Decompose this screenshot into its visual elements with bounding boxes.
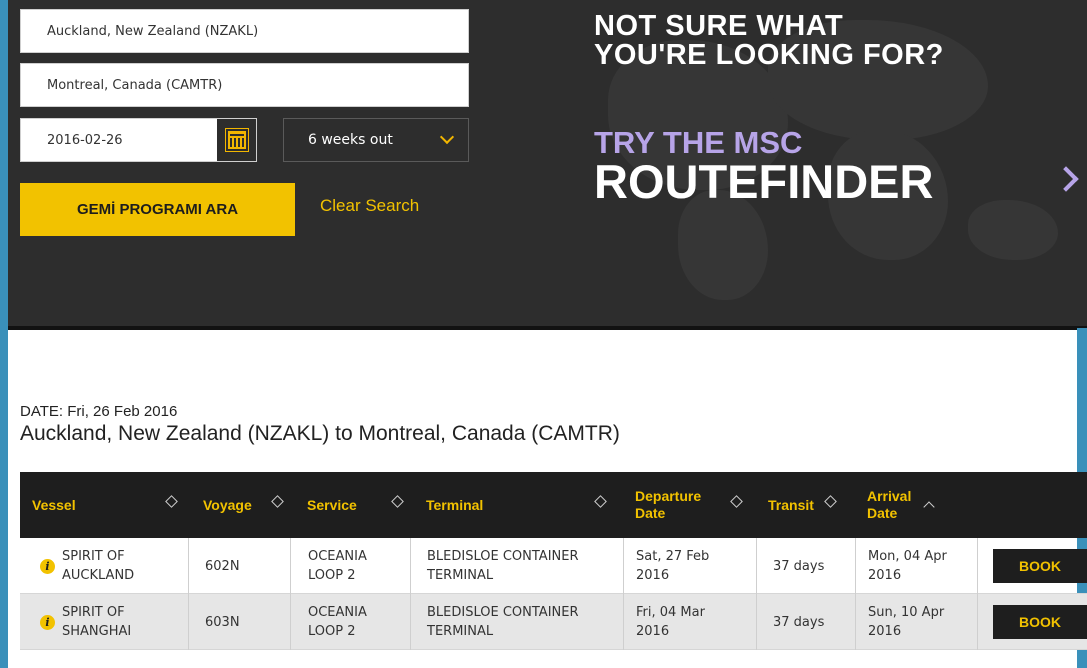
voyage-cell: 603N (205, 614, 240, 630)
vessel-name: SPIRIT OF (62, 549, 125, 564)
vessel-cell (62, 594, 131, 650)
info-icon[interactable]: i (40, 615, 55, 630)
column-header-vessel[interactable] (32, 472, 76, 538)
column-divider (623, 594, 624, 650)
vessel-header-label: Vessel (32, 497, 76, 513)
destination-value: Montreal, Canada (CAMTR) (47, 77, 223, 93)
column-divider (756, 538, 757, 594)
vessel-name: SPIRIT OF (62, 605, 125, 620)
sort-ascending-icon[interactable] (923, 501, 934, 512)
promo-line-1: NOT SURE WHAT (594, 10, 844, 42)
sort-icon[interactable] (730, 495, 743, 508)
vessel-name-2: SHANGHAI (62, 624, 132, 639)
info-icon[interactable]: i (40, 559, 55, 574)
transit-header-label: Transit (768, 497, 814, 513)
book-button[interactable]: BOOK (993, 605, 1087, 639)
column-divider (410, 538, 411, 594)
terminal-line-1: BLEDISLOE CONTAINER (427, 605, 579, 620)
column-header-arrival[interactable] (867, 472, 911, 538)
results-date: DATE: Fri, 26 Feb 2016 (20, 403, 178, 420)
terminal-line-2: TERMINAL (427, 624, 494, 639)
column-header-service[interactable] (307, 472, 357, 538)
arrival-header-label: Arrival (867, 488, 912, 504)
departure-cell (636, 538, 709, 594)
arrival-header-label-2: Date (867, 505, 898, 521)
destination-input[interactable] (20, 63, 469, 107)
column-divider (977, 538, 978, 594)
column-divider (623, 538, 624, 594)
arrival-line-1: Sun, 10 Apr (868, 605, 945, 620)
column-divider (756, 594, 757, 650)
date-range-select[interactable] (283, 118, 469, 162)
terminal-line-2: TERMINAL (427, 568, 494, 583)
departure-line-1: Sat, 27 Feb (636, 549, 710, 564)
transit-cell: 37 days (773, 614, 825, 630)
date-range-value: 6 weeks out (308, 132, 393, 148)
column-divider (188, 538, 189, 594)
sort-icon[interactable] (271, 495, 284, 508)
left-frame-strip (0, 0, 8, 668)
vessel-cell (62, 538, 134, 594)
service-line-2: LOOP 2 (308, 624, 356, 639)
sort-icon[interactable] (594, 495, 607, 508)
column-divider (410, 594, 411, 650)
book-button[interactable]: BOOK (993, 549, 1087, 583)
column-divider (188, 594, 189, 650)
service-cell (308, 594, 367, 650)
results-route-title: Auckland, New Zealand (NZAKL) to Montreal, Canada (CAMTR) (20, 422, 620, 445)
service-cell (308, 538, 367, 594)
origin-value: Auckland, New Zealand (NZAKL) (47, 23, 259, 39)
column-divider (855, 594, 856, 650)
column-divider (290, 538, 291, 594)
departure-header-label: Departure (635, 488, 702, 504)
departure-line-1: Fri, 04 Mar (636, 605, 705, 620)
search-schedule-button[interactable]: GEMİ PROGRAMI ARA (20, 183, 295, 236)
arrival-line-2: 2016 (868, 568, 902, 583)
terminal-line-1: BLEDISLOE CONTAINER (427, 549, 579, 564)
departure-header-label-2: Date (635, 505, 666, 521)
calendar-button[interactable] (217, 118, 257, 162)
terminal-cell (427, 594, 579, 650)
arrival-line-2: 2016 (868, 624, 902, 639)
column-header-transit[interactable] (768, 472, 814, 538)
promo-subheading: TRY THE MSC (594, 125, 803, 160)
column-header-departure[interactable] (635, 472, 701, 538)
column-divider (290, 594, 291, 650)
sort-icon[interactable] (165, 495, 178, 508)
hero-bottom-border (8, 326, 1087, 330)
sort-icon[interactable] (391, 495, 404, 508)
arrival-cell (868, 538, 947, 594)
origin-input[interactable] (20, 9, 469, 53)
table-header (20, 472, 1087, 538)
arrival-cell (868, 594, 944, 650)
terminal-cell (427, 538, 579, 594)
routefinder-link[interactable]: ROUTEFINDER (594, 155, 934, 208)
date-value: 2016-02-26 (47, 132, 123, 148)
voyage-cell: 602N (205, 558, 240, 574)
table-row (20, 538, 1087, 594)
departure-line-2: 2016 (636, 568, 670, 583)
service-line-1: OCEANIA (308, 605, 367, 620)
column-header-voyage[interactable] (203, 472, 252, 538)
column-divider (855, 538, 856, 594)
transit-cell: 37 days (773, 558, 825, 574)
arrival-line-1: Mon, 04 Apr (868, 549, 947, 564)
promo-line-2: YOU'RE LOOKING FOR? (594, 39, 944, 71)
calendar-icon (226, 129, 248, 151)
sort-icon[interactable] (824, 495, 837, 508)
column-header-terminal[interactable] (426, 472, 483, 538)
date-input[interactable] (20, 118, 218, 162)
column-divider (977, 594, 978, 650)
voyage-header-label: Voyage (203, 497, 252, 513)
promo-heading (594, 12, 944, 70)
terminal-header-label: Terminal (426, 497, 484, 513)
chevron-down-icon (440, 130, 454, 144)
service-line-1: OCEANIA (308, 549, 367, 564)
table-row (20, 594, 1087, 650)
vessel-name-2: AUCKLAND (62, 568, 135, 583)
world-map-background (968, 200, 1058, 260)
departure-line-2: 2016 (636, 624, 670, 639)
service-header-label: Service (307, 497, 357, 513)
service-line-2: LOOP 2 (308, 568, 356, 583)
departure-cell (636, 594, 705, 650)
clear-search-link[interactable]: Clear Search (320, 196, 420, 215)
